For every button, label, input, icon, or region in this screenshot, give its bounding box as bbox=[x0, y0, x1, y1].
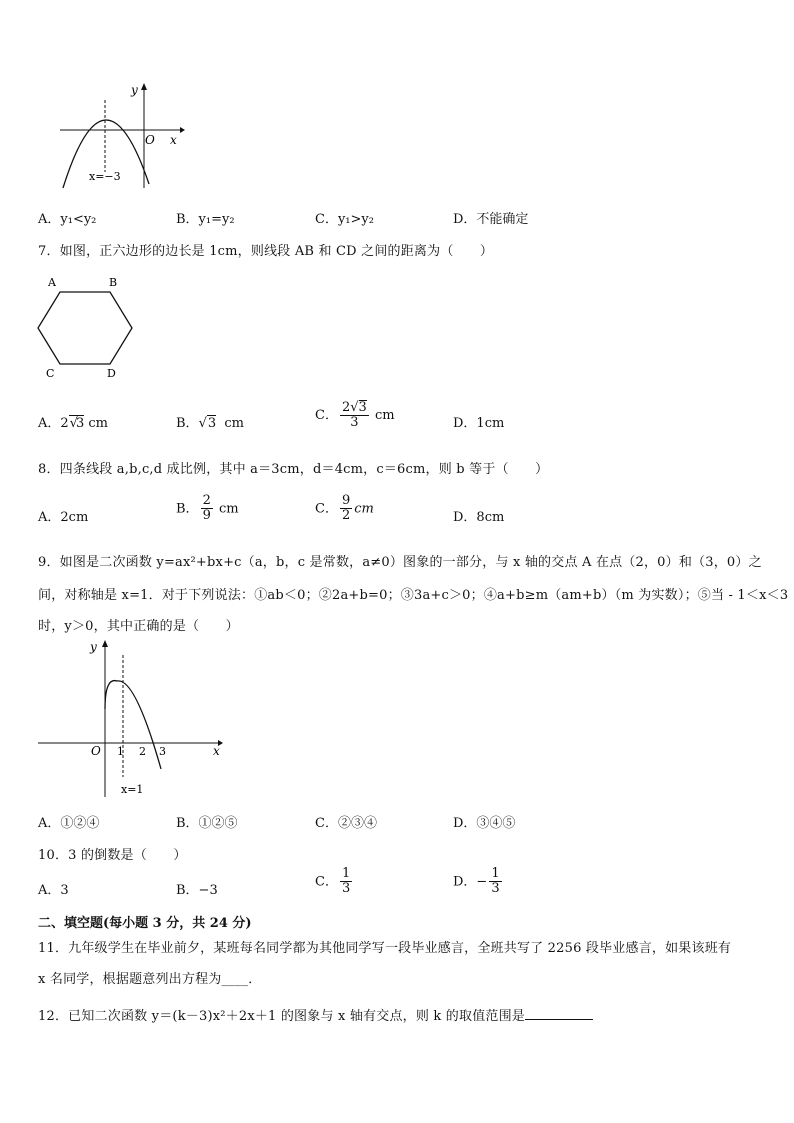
q8-option-c: C． $\frac{9}{2}$ cm bbox=[315, 493, 374, 524]
q7-label-c: C bbox=[46, 367, 55, 380]
q7-hexagon-figure bbox=[35, 273, 135, 383]
q7-option-b: B．√3 cm bbox=[176, 416, 245, 431]
q6-axis-label: x=−3 bbox=[89, 170, 121, 183]
q9-parabola-figure bbox=[35, 637, 225, 802]
q9-option-d: D．③④⑤ bbox=[453, 816, 516, 831]
section-heading-fill-in: 二、填空题(每小题 3 分，共 24 分) bbox=[38, 916, 252, 931]
q7-option-d: D．1cm bbox=[453, 416, 505, 431]
q6-origin-label: O bbox=[145, 133, 155, 147]
q11-line2: x 名同学，根据题意列出方程为____． bbox=[38, 972, 262, 987]
q6-x-label: x bbox=[170, 133, 177, 147]
q6-option-d: D．不能确定 bbox=[453, 212, 529, 227]
q10-option-c: C． $\frac{1}{3}$ bbox=[315, 866, 351, 897]
q10-option-d: D．− $\frac{1}{3}$ bbox=[453, 866, 500, 897]
q10-option-b: B．−3 bbox=[176, 883, 218, 898]
q8-option-a: A．2cm bbox=[38, 510, 89, 525]
q6-option-b: B．y₁=y₂ bbox=[176, 212, 235, 227]
q9-option-c: C．②③④ bbox=[315, 816, 377, 831]
q7-label-a: A bbox=[48, 276, 56, 289]
q12-answer-blank[interactable] bbox=[525, 1007, 593, 1020]
q7-label-b: B bbox=[109, 276, 118, 289]
q10-option-a: A．3 bbox=[38, 883, 69, 898]
q9-option-b: B．①②⑤ bbox=[176, 816, 238, 831]
q8-option-b: B． $\frac{2}{9}$ cm bbox=[176, 493, 239, 524]
q9-line1: 9．如图是二次函数 y=ax²+bx+c（a，b，c 是常数，a≠0）图象的一部分，与 x 轴的交点 A 在点（2，0）和（3，0）之 bbox=[38, 555, 762, 570]
q7-option-c: C． $\frac{2√3}{3}$ cm bbox=[315, 400, 395, 431]
q7-label-d: D bbox=[107, 367, 116, 380]
q11-line1: 11．九年级学生在毕业前夕，某班每名同学都为其他同学写一段毕业感言，全班共写了 2256 段毕业感言，如果该班有 bbox=[38, 941, 732, 956]
q9-line2: 间，对称轴是 x=1．对于下列说法：①ab＜0；②2a+b=0；③3a+c＞0；④a+b≥m（am+b）（m 为实数）；⑤当 - 1＜x＜3 bbox=[38, 588, 789, 603]
q10-text: 10．3 的倒数是（ ） bbox=[38, 848, 187, 863]
q6-y-label: y bbox=[131, 83, 138, 97]
q7-text: 7．如图，正六边形的边长是 1cm，则线段 AB 和 CD 之间的距离为（ ） bbox=[38, 244, 494, 259]
q12-text: 12．已知二次函数 y＝(k－3)x²＋2x＋1 的图象与 x 轴有交点，则 k 的取值范围是 bbox=[38, 1005, 593, 1024]
q9-tick-3: 3 bbox=[159, 745, 166, 758]
q8-option-d: D．8cm bbox=[453, 510, 505, 525]
q9-line3: 时，y＞0，其中正确的是（ ） bbox=[38, 619, 239, 634]
q9-y-label: y bbox=[90, 640, 97, 654]
q9-origin-label: O bbox=[91, 744, 101, 758]
q8-text: 8．四条线段 a,b,c,d 成比例，其中 a＝3cm，d＝4cm，c＝6cm，则 b 等于（ ） bbox=[38, 462, 549, 477]
q9-x-label: x bbox=[213, 744, 220, 758]
q6-option-c: C．y₁>y₂ bbox=[315, 212, 374, 227]
q7-option-a: A．2√3 cm bbox=[38, 416, 108, 431]
q6-parabola-figure bbox=[55, 80, 190, 190]
q9-option-a: A．①②④ bbox=[38, 816, 100, 831]
q9-tick-1: 1 bbox=[117, 745, 124, 758]
q6-option-a: A．y₁<y₂ bbox=[38, 212, 97, 227]
q9-axis-label: x=1 bbox=[121, 783, 144, 796]
q9-tick-2: 2 bbox=[139, 745, 146, 758]
